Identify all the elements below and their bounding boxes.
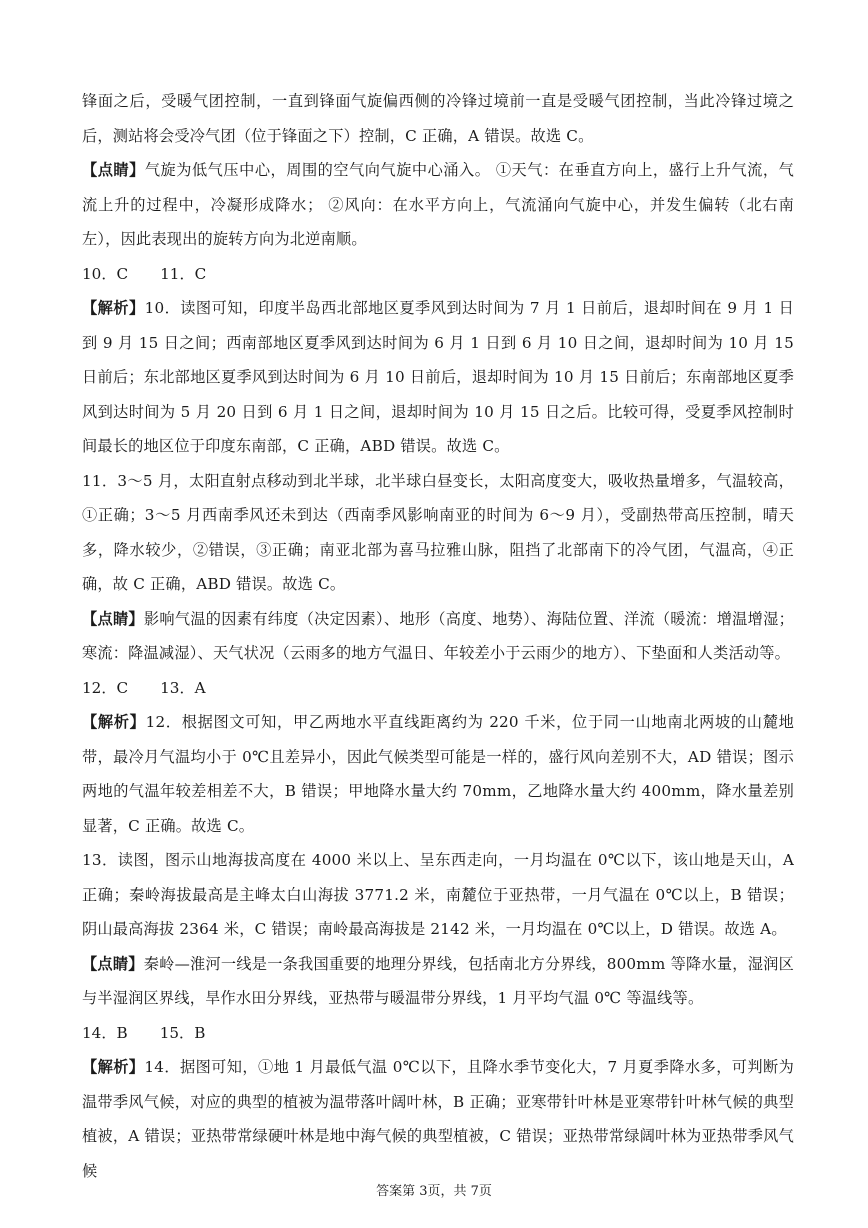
paragraph-8-text: 12．根据图文可知，甲乙两地水平直线距离约为 220 千米，位于同一山地南北两坡的山麓地带，最冷月气温均小于 0℃且差异小，因此气候类型可能是一样的，盛行风向差别不大，AD 错误；图示两地的气温年较差相差不大，B 错误；甲地降水量大约 70mm，乙地降水量大约 400mm，降水量差别显著，C 正确。故选 C。 bbox=[82, 713, 794, 835]
paragraph-2-text: 气旋为低气压中心，周围的空气向气旋中心涌入。 ①天气：在垂直方向上，盛行上升气流，气流上升的过程中，冷凝形成降水； ②风向：在水平方向上，气流涌向气旋中心，并发生偏转（北右南左），因此表现出的旋转方向为北逆南顺。 bbox=[82, 161, 794, 248]
tag-dianjing: 【点睛】 bbox=[82, 609, 144, 628]
paragraph-10-text: 秦岭—淮河一线是一条我国重要的地理分界线，包括南北方分界线，800mm 等降水量，湿润区与半湿润区界线，旱作水田分界线，亚热带与暖温带分界线，1 月平均气温 0℃ 等温线等。 bbox=[82, 954, 794, 1007]
tag-jiexi: 【解析】 bbox=[82, 299, 145, 317]
tag-dianjing: 【点睛】 bbox=[82, 161, 145, 179]
tag-dianjing: 【点睛】 bbox=[82, 954, 144, 973]
tag-jiexi: 【解析】 bbox=[82, 1058, 145, 1076]
answer-line-12-13 bbox=[82, 671, 794, 706]
paragraph-8 bbox=[82, 705, 794, 843]
answer-15: 15．B bbox=[159, 1023, 206, 1042]
paragraph-12-text: 14．据图可知，①地 1 月最低气温 0℃以下，且降水季节变化大，7 月夏季降水多，可判断为温带季风气候，对应的典型的植被为温带落叶阔叶林，B 正确；亚寒带针叶林是亚寒带针叶林气候的典型植被，A 错误；亚热带常绿硬叶林是地中海气候的典型植被，C 错误；亚热带常绿阔叶林为亚热带季风气候 bbox=[82, 1058, 794, 1180]
paragraph-9: 13．读图，图示山地海拔高度在 4000 米以上、呈东西走向，一月均温在 0℃以下，该山地是天山，A 正确；秦岭海拔最高是主峰太白山海拔 3771.2 米，南麓位于亚热带，一月气温在 0℃以上，B 错误；阴山最高海拔 2364 米，C 错误；南岭最高海拔是 2142 米，一月均温在 0℃以上，D 错误。故选 A。 bbox=[82, 851, 794, 938]
answer-12: 12．C bbox=[82, 678, 129, 697]
page-footer: 答案第 3页，共 7页 bbox=[376, 1184, 492, 1199]
paragraph-10 bbox=[82, 947, 794, 1016]
tag-jiexi: 【解析】 bbox=[82, 713, 146, 731]
paragraph-1: 锋面之后，受暖气团控制，一直到锋面气旋偏西侧的冷锋过境前一直是受暖气团控制，当此冷锋过境之后，测站将会受冷气团（位于锋面之下）控制，C 正确，A 错误。故选 C。 bbox=[82, 92, 794, 145]
paragraph-4 bbox=[82, 291, 794, 464]
answer-10: 10．C bbox=[82, 264, 129, 283]
paragraph-12 bbox=[82, 1050, 794, 1188]
answer-line-14-15 bbox=[82, 1016, 794, 1051]
paragraph-6 bbox=[82, 602, 794, 671]
answer-line-10-11 bbox=[82, 257, 794, 292]
paragraph-6-text: 影响气温的因素有纬度（决定因素）、地形（高度、地势）、海陆位置、洋流（暖流：增温增湿；寒流：降温减湿）、天气状况（云雨多的地方气温日、年较差小于云雨少的地方）、下垫面和人类活动等。 bbox=[82, 609, 794, 662]
paragraph-2 bbox=[82, 153, 794, 257]
document-body bbox=[82, 84, 794, 1188]
answer-11: 11．C bbox=[160, 264, 207, 283]
paragraph-4-text: 10．读图可知，印度半岛西北部地区夏季风到达时间为 7 月 1 日前后，退却时间在 9 月 1 日到 9 月 15 日之间；西南部地区夏季风到达时间为 6 月 1 日到 6 月 10 日之间，退却时间为 10 月 15 日前后；东北部地区夏季风到达时间为 6 月 10 日前后，退却时间为 10 月 15 日前后；东南部地区夏季风到达时间为 5 月 20 日到 6 月 1 日之间，退却时间为 10 月 15 日之后。比较可得，受夏季风控制时间最长的地区位于印度东南部，C 正确，ABD 错误。故选 C。 bbox=[82, 299, 794, 455]
paragraph-5: 11．3～5 月，太阳直射点移动到北半球，北半球白昼变长，太阳高度变大，吸收热量增多，气温较高，①正确；3～5 月西南季风还未到达（西南季风影响南亚的时间为 6～9 月），受副热带高压控制，晴天多，降水较少，②错误，③正确；南亚北部为喜马拉雅山脉，阻挡了北部南下的冷气团，气温高，④正确，故 C 正确，ABD 错误。故选 C。 bbox=[82, 471, 794, 593]
answer-14: 14．B bbox=[82, 1023, 128, 1042]
answer-13: 13．A bbox=[160, 678, 206, 697]
